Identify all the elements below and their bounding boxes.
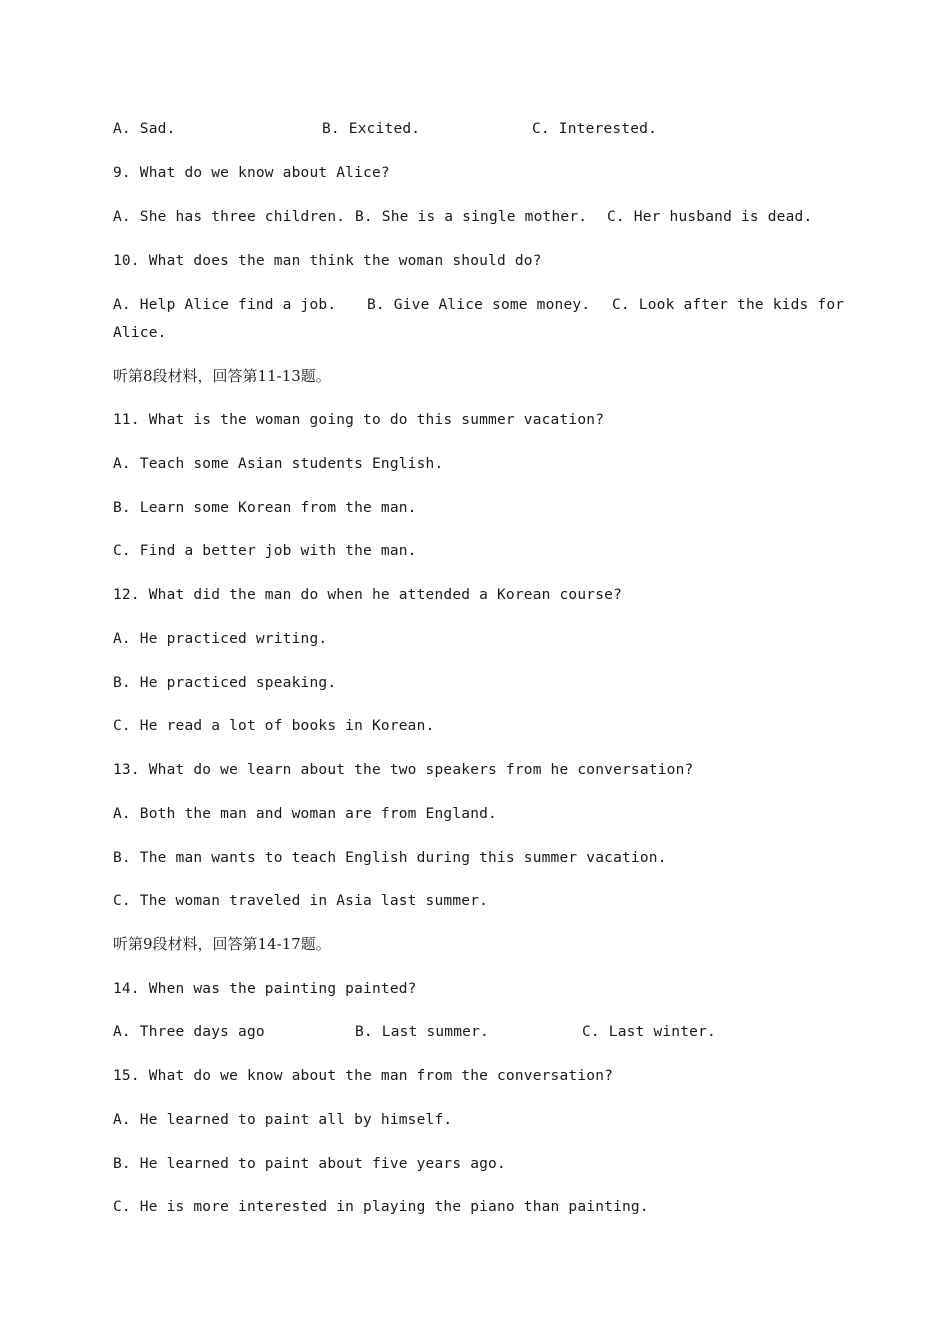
q8-option-c: C. Interested. — [532, 121, 658, 137]
q12-question: 12. What did the man do when he attended a Korean course? — [113, 587, 622, 603]
q13-option-b: B. The man wants to teach English during this summer vacation. — [113, 850, 667, 866]
q15-option-c: C. He is more interested in playing the piano than painting. — [113, 1199, 649, 1215]
q11-option-b: B. Learn some Korean from the man. — [113, 500, 417, 516]
q10-option-b: B. Give Alice some money. — [367, 297, 591, 313]
section-8-heading: 听第8段材料，回答第11-13题。 — [113, 367, 331, 385]
q13-option-c: C. The woman traveled in Asia last summer. — [113, 893, 489, 909]
q11-option-c: C. Find a better job with the man. — [113, 543, 417, 559]
q11-question: 11. What is the woman going to do this summer vacation? — [113, 412, 605, 428]
q9-option-a: A. She has three children. — [113, 209, 346, 225]
q9-option-b: B. She is a single mother. — [355, 209, 588, 225]
q10-option-c-continued: Alice. — [113, 325, 167, 341]
q13-option-a: A. Both the man and woman are from England. — [113, 806, 497, 822]
q14-question: 14. When was the painting painted? — [113, 981, 417, 997]
q15-question: 15. What do we know about the man from the conversation? — [113, 1068, 614, 1084]
q10-option-a: A. Help Alice find a job. — [113, 297, 337, 313]
q9-option-c: C. Her husband is dead. — [607, 209, 813, 225]
q9-question: 9. What do we know about Alice? — [113, 165, 390, 181]
q15-option-b: B. He learned to paint about five years ago. — [113, 1156, 506, 1172]
section-9-heading: 听第9段材料，回答第14-17题。 — [113, 935, 331, 953]
q8-option-b: B. Excited. — [322, 121, 421, 137]
q12-option-a: A. He practiced writing. — [113, 631, 328, 647]
q14-option-b: B. Last summer. — [355, 1024, 489, 1040]
q14-option-a: A. Three days ago — [113, 1024, 265, 1040]
q8-option-a: A. Sad. — [113, 121, 176, 137]
q10-question: 10. What does the man think the woman should do? — [113, 253, 542, 269]
q11-option-a: A. Teach some Asian students English. — [113, 456, 444, 472]
q14-option-c: C. Last winter. — [582, 1024, 716, 1040]
q12-option-b: B. He practiced speaking. — [113, 675, 337, 691]
q10-option-c: C. Look after the kids for — [612, 297, 845, 313]
q13-question: 13. What do we learn about the two speakers from he conversation? — [113, 762, 694, 778]
q15-option-a: A. He learned to paint all by himself. — [113, 1112, 453, 1128]
q12-option-c: C. He read a lot of books in Korean. — [113, 718, 435, 734]
